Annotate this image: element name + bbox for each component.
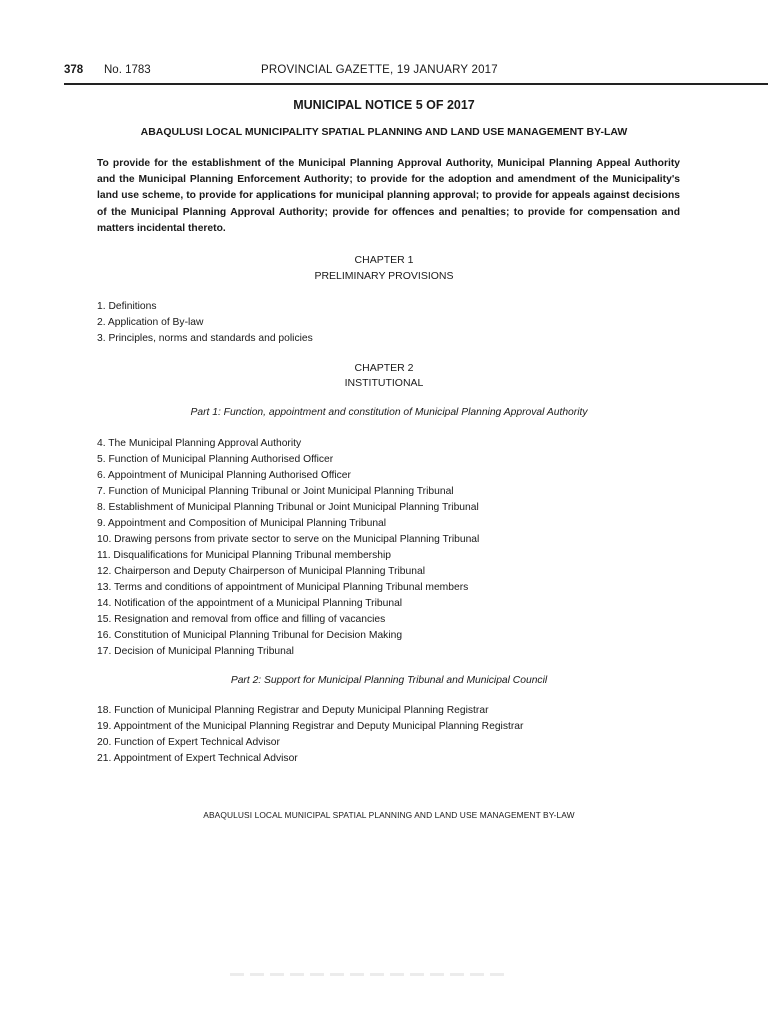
toc-item: 7. Function of Municipal Planning Tribunal or Joint Municipal Planning Tribunal (97, 486, 454, 497)
toc-item: 18. Function of Municipal Planning Registrar and Deputy Municipal Planning Registrar (97, 705, 489, 716)
toc-item: 21. Appointment of Expert Technical Advisor (97, 753, 298, 764)
toc-item: 4. The Municipal Planning Approval Authority (97, 438, 302, 449)
toc-item: 2. Application of By-law (97, 317, 204, 328)
toc-item: 15. Resignation and removal from office and filling of vacancies (97, 614, 386, 625)
toc-item: 19. Appointment of the Municipal Planning Registrar and Deputy Municipal Planning Registrar (97, 721, 524, 732)
page-header (64, 64, 768, 82)
chapter1-toc (97, 299, 313, 347)
chapter2-heading: CHAPTER 2 (354, 362, 414, 374)
gazette-title: PROVINCIAL GAZETTE, 19 JANUARY 2017 (261, 64, 498, 76)
chapter1-title: PRELIMINARY PROVISIONS (314, 270, 454, 282)
chapter1-heading: CHAPTER 1 (354, 254, 414, 266)
issue-number: No. 1783 (104, 64, 151, 76)
toc-item: 1. Definitions (97, 301, 157, 312)
toc-item: 17. Decision of Municipal Planning Tribunal (97, 646, 294, 657)
part1-toc (97, 436, 479, 660)
part2-toc (97, 703, 523, 767)
toc-item: 10. Drawing persons from private sector to serve on the Municipal Planning Tribunal (97, 534, 480, 545)
chapter2-title: INSTITUTIONAL (344, 377, 424, 389)
part1-title: Part 1: Function, appointment and constitution of Municipal Planning Approval Authority (190, 407, 588, 418)
notice-title: MUNICIPAL NOTICE 5 OF 2017 (293, 98, 475, 112)
faint-watermark-line (230, 973, 510, 976)
toc-item: 13. Terms and conditions of appointment of Municipal Planning Tribunal members (97, 582, 469, 593)
header-rule (64, 83, 768, 85)
toc-item: 12. Chairperson and Deputy Chairperson of Municipal Planning Tribunal (97, 566, 425, 577)
preamble: To provide for the establishment of the Municipal Planning Approval Authority, Municipal Planning Appeal Authority and the Municipal Planning Enforcement Authority; to provide for the adoption and amendment of the Municipality's land use scheme, to provide for applications for municipal planning approval; to provide for appeals against decisions of the Municipal Planning Approval Authority; provide for offences and penalties; to provide for compensation and matters incidental thereto. (97, 158, 680, 234)
toc-item: 16. Constitution of Municipal Planning Tribunal for Decision Making (97, 630, 403, 641)
toc-item: 5. Function of Municipal Planning Authorised Officer (97, 454, 334, 465)
bylaw-title: ABAQULUSI LOCAL MUNICIPALITY SPATIAL PLANNING AND LAND USE MANAGEMENT BY-LAW (140, 126, 628, 138)
toc-item: 3. Principles, norms and standards and policies (97, 333, 313, 344)
toc-item: 8. Establishment of Municipal Planning Tribunal or Joint Municipal Planning Tribunal (97, 502, 479, 513)
toc-item: 11. Disqualifications for Municipal Planning Tribunal membership (97, 550, 391, 561)
page-number: 378 (64, 64, 84, 76)
footer-title: ABAQULUSI LOCAL MUNICIPAL SPATIAL PLANNING AND LAND USE MANAGEMENT BY-LAW (203, 810, 575, 820)
toc-item: 20. Function of Expert Technical Advisor (97, 737, 280, 748)
part2-title: Part 2: Support for Municipal Planning Tribunal and Municipal Council (230, 675, 548, 686)
toc-item: 14. Notification of the appointment of a Municipal Planning Tribunal (97, 598, 403, 609)
toc-item: 9. Appointment and Composition of Municipal Planning Tribunal (97, 518, 387, 529)
toc-item: 6. Appointment of Municipal Planning Authorised Officer (97, 470, 351, 481)
